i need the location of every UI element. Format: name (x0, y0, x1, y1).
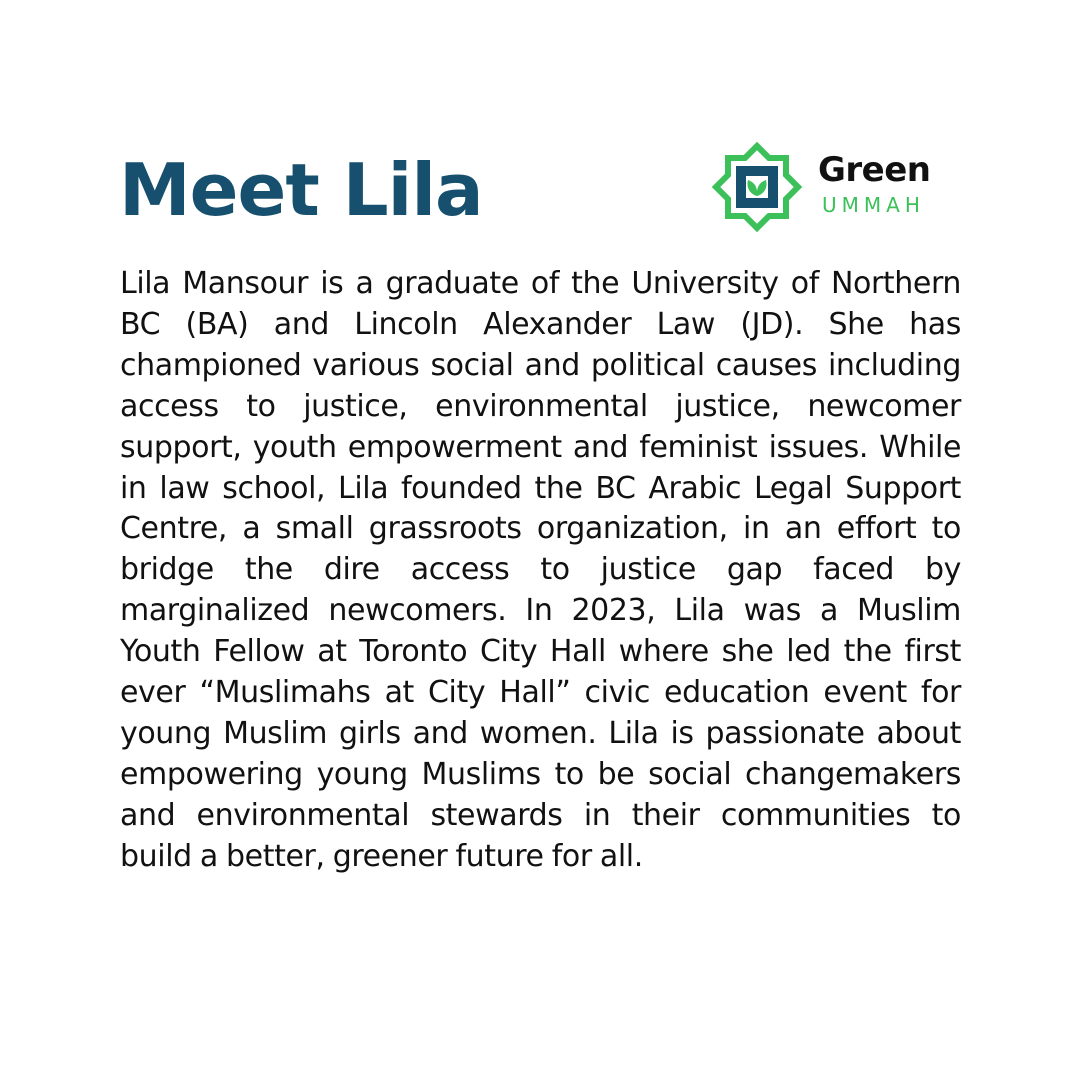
logo-text-green: Green (818, 150, 931, 190)
green-ummah-emblem-icon (706, 136, 808, 238)
logo-text-ummah: UMMAH (822, 193, 925, 217)
green-ummah-logo (706, 136, 966, 240)
page-title: Meet Lila (119, 148, 483, 232)
bio-paragraph: Lila Mansour is a graduate of the University of Northern BC (BA) and Lincoln Alexander Law (JD). She has championed various social and political causes including access to justice, environmental justice, newcomer support, youth empowerment and feminist issues. While in law school, Lila founded the BC Arabic Legal Support Centre, a small grassroots organization, in an effort to bridge the dire access to justice gap faced by marginalized newcomers. In 2023, Lila was a Muslim Youth Fellow at Toronto City Hall where she led the first ever “Muslimahs at City Hall” civic education event for young Muslim girls and women. Lila is passionate about empowering young Muslims to be social changemakers and environmental stewards in their communities to build a better, greener future for all. (120, 266, 961, 874)
